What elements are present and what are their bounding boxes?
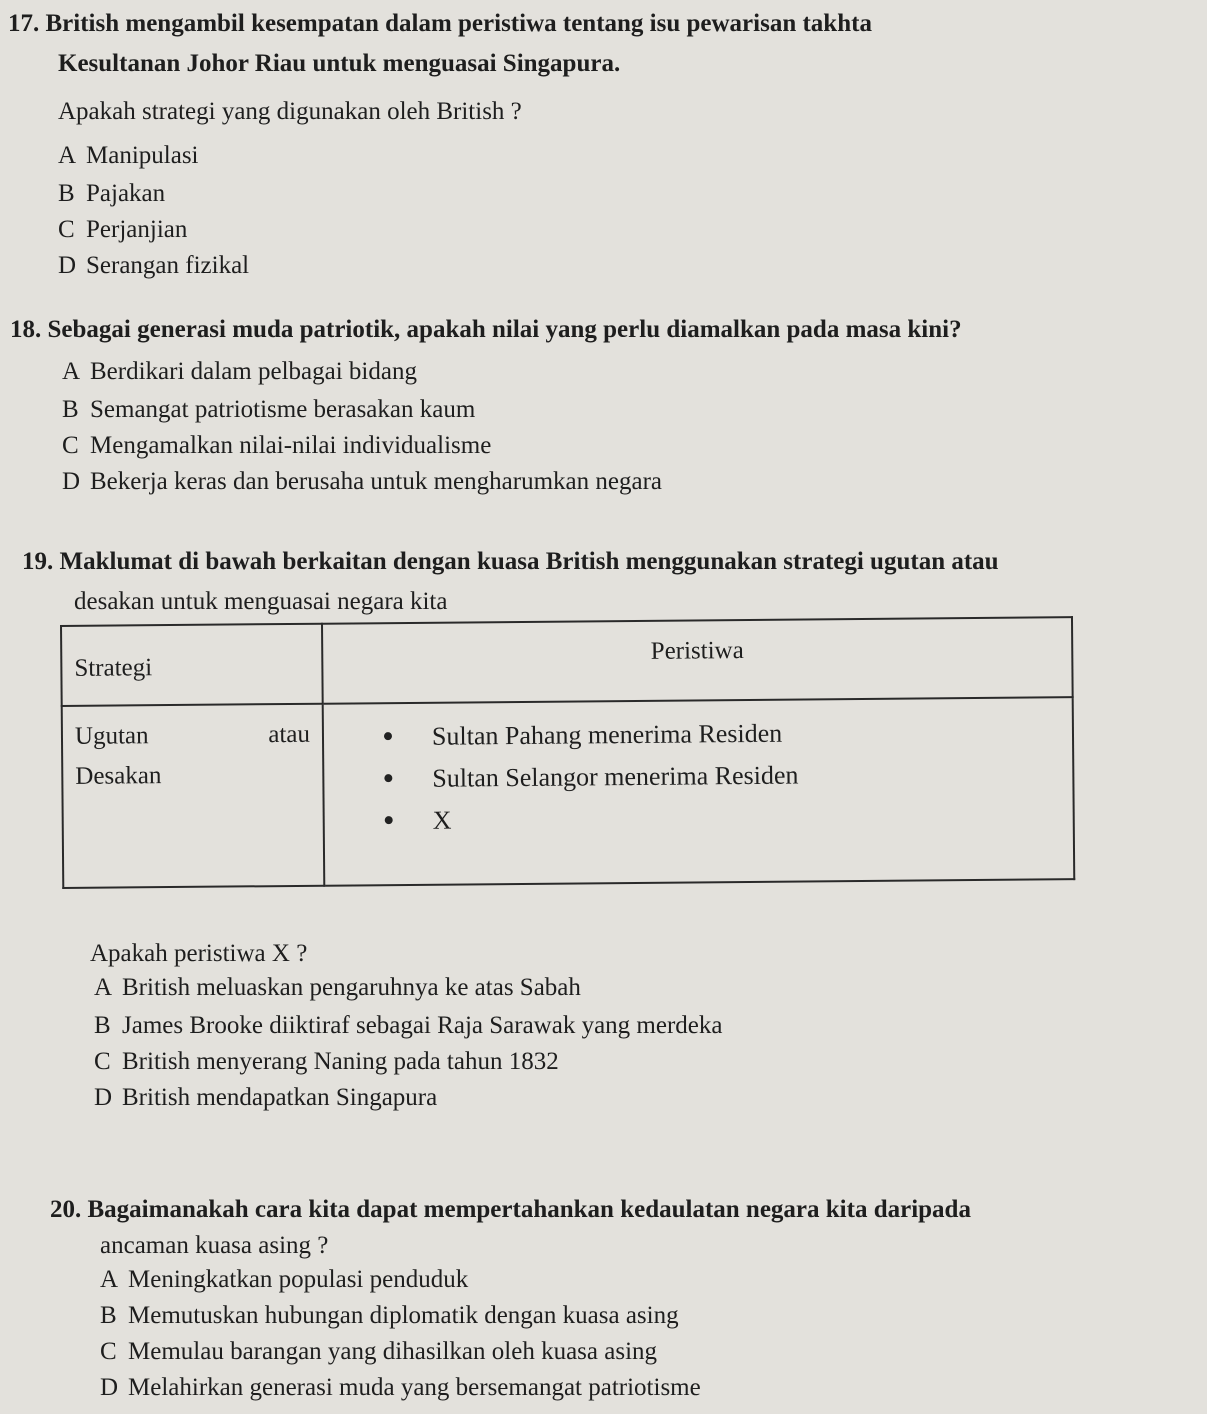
- event-item-1: Sultan Pahang menerima Residen: [384, 710, 1060, 758]
- strategy-line-2: Desakan: [75, 762, 162, 790]
- question-19-option-b[interactable]: B James Brooke diiktiraf sebagai Raja Sarawak yang merdeka: [94, 1012, 723, 1039]
- question-18-option-c[interactable]: C Mengamalkan nilai-nilai individualisme: [62, 432, 492, 459]
- strategy-event-table: [60, 616, 1075, 889]
- event-item-2: Sultan Selangor menerima Residen: [384, 752, 1060, 800]
- question-20-option-b[interactable]: B Memutuskan hubungan diplomatik dengan kuasa asing: [100, 1302, 679, 1329]
- question-19-stem-line-1: 19. Maklumat di bawah berkaitan dengan kuasa British menggunakan strategi ugutan atau: [22, 548, 999, 575]
- question-17-stem-line-2: Kesultanan Johor Riau untuk menguasai Singapura.: [58, 50, 621, 77]
- question-19-option-c[interactable]: C British menyerang Naning pada tahun 1832: [94, 1048, 559, 1075]
- question-17-stem-line-1: 17. British mengambil kesempatan dalam peristiwa tentang isu pewarisan takhta: [8, 10, 872, 37]
- table-header-row: [61, 617, 1073, 706]
- header-peristiwa: Peristiwa: [322, 617, 1073, 704]
- question-20-option-a[interactable]: A Meningkatkan populasi penduduk: [100, 1266, 469, 1293]
- events-cell: [323, 697, 1075, 886]
- strategy-line-1: Ugutan atau: [74, 720, 311, 750]
- question-17-option-d[interactable]: D Serangan fizikal: [58, 252, 250, 279]
- question-18-stem: 18. Sebagai generasi muda patriotik, apakah nilai yang perlu diamalkan pada masa kini?: [10, 316, 962, 343]
- question-19-number: 19.: [22, 548, 54, 575]
- question-20-option-d[interactable]: D Melahirkan generasi muda yang bersemangat patriotisme: [100, 1374, 701, 1401]
- question-17-option-b[interactable]: B Pajakan: [58, 180, 166, 207]
- question-17-prompt: Apakah strategi yang digunakan oleh British ?: [58, 98, 522, 125]
- event-list: [384, 710, 1061, 842]
- header-strategi: Strategi: [61, 624, 323, 706]
- question-18-number: 18.: [10, 316, 42, 343]
- question-20-number: 20.: [50, 1196, 82, 1223]
- question-19-option-a[interactable]: A British meluaskan pengaruhnya ke atas Sabah: [94, 974, 581, 1001]
- question-18-option-b[interactable]: B Semangat patriotisme berasakan kaum: [62, 396, 476, 423]
- event-item-x: X: [385, 794, 1061, 842]
- table-row: [62, 697, 1075, 888]
- question-20-option-c[interactable]: C Memulau barangan yang dihasilkan oleh kuasa asing: [100, 1338, 658, 1365]
- question-17-option-c[interactable]: C Perjanjian: [58, 216, 188, 243]
- question-20-stem-line-2: ancaman kuasa asing ?: [100, 1232, 329, 1259]
- question-18-option-a[interactable]: A Berdikari dalam pelbagai bidang: [62, 358, 417, 385]
- question-18-option-d[interactable]: D Bekerja keras dan berusaha untuk mengharumkan negara: [62, 468, 662, 495]
- strategy-cell: [62, 704, 325, 888]
- question-17-number: 17.: [8, 10, 40, 37]
- question-17-option-a[interactable]: A Manipulasi: [58, 142, 199, 169]
- question-19-option-d[interactable]: D British mendapatkan Singapura: [94, 1084, 438, 1111]
- question-20-stem-line-1: 20. Bagaimanakah cara kita dapat mempertahankan kedaulatan negara kita daripada: [50, 1196, 971, 1223]
- question-19-prompt: Apakah peristiwa X ?: [90, 940, 308, 967]
- question-19-stem-line-2: desakan untuk menguasai negara kita: [74, 588, 448, 615]
